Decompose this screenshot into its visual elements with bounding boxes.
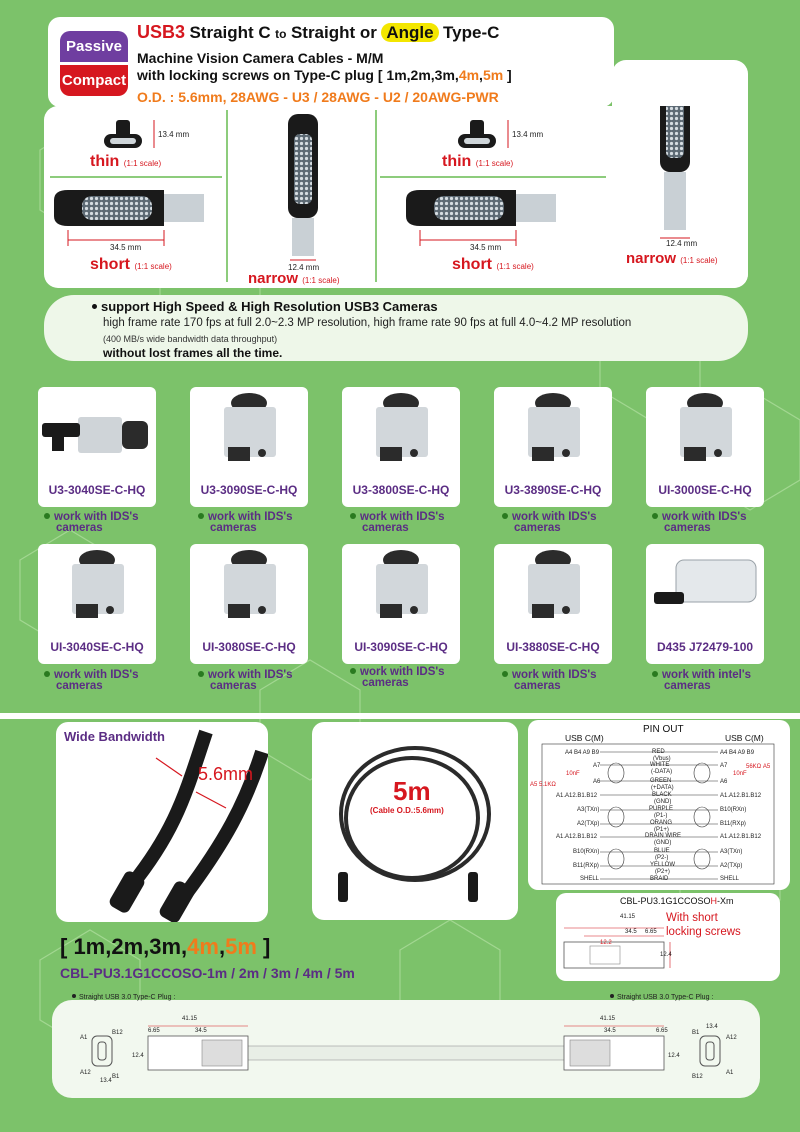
short-label [90, 256, 172, 274]
camera-card [646, 387, 764, 507]
page-title [137, 22, 499, 43]
drawing-dim: 41.15 [600, 1016, 616, 1022]
pin-left: A1.A12.B1.B12 [556, 834, 598, 840]
camera-image [38, 387, 156, 487]
camera-image [190, 387, 308, 487]
left-caption-text: Straight USB 3.0 Type-C Plug : [79, 994, 176, 1001]
bullet-icon [350, 668, 356, 674]
features-line2: (400 MB/s wide bandwidth data throughput) [103, 334, 278, 344]
pin-label: A12 [726, 1035, 737, 1041]
cable-drawing [52, 1000, 760, 1098]
cable-length-note: (Cable O.D.:5.6mm) [370, 806, 444, 815]
camera-card [38, 544, 156, 664]
title-part1: Straight C [189, 23, 271, 42]
pin-sub: (GND) [654, 840, 672, 846]
pin-right: A7 [720, 763, 728, 769]
pin-wire: PURPLE [649, 806, 674, 812]
pin-left: A1.A12.B1.B12 [556, 793, 598, 799]
camera-note [502, 512, 597, 534]
camera-image [190, 544, 308, 644]
note-line1: work with IDS's [54, 669, 139, 681]
wide-bandwidth-title: Wide Bandwidth [64, 729, 165, 744]
pin-label: B1 [692, 1030, 700, 1036]
subtitle-2 [137, 67, 512, 83]
cable-closeup-image [56, 722, 268, 922]
note-line1: work with IDS's [54, 511, 139, 523]
lengths-suffix: ] [256, 934, 271, 959]
camera-model: UI-3090SE-C-HQ [354, 640, 448, 654]
bullet-icon [198, 671, 204, 677]
short-screws-note1: With short [666, 912, 718, 924]
bullet-icon [502, 513, 508, 519]
camera-note [652, 670, 751, 692]
pin-left: A7 [593, 763, 601, 769]
note-line2: cameras [664, 522, 711, 534]
subtitle-2-4m: 4m [458, 67, 480, 83]
pinout-title: PIN OUT [643, 724, 684, 735]
pin-sub: (Vbus) [653, 756, 671, 762]
bullet-icon [44, 671, 50, 677]
thin-label [442, 153, 513, 171]
pin-wire: BLUE [654, 848, 670, 854]
scale-note: (1:1 scale) [123, 159, 162, 168]
subtitle-2-prefix: with locking screws on Type-C plug [ 1m,2m,3m, [137, 67, 459, 83]
pin-label: A1 [726, 1070, 734, 1076]
note-line1: work with intel's [662, 669, 751, 681]
narrow-dim: 12.4 mm [288, 263, 320, 272]
drawing-dim: 13.4 [706, 1024, 718, 1030]
camera-note [502, 670, 597, 692]
thin-label [90, 153, 161, 171]
part-suffix: -Xm [717, 896, 734, 906]
scale-note: (1:1 scale) [680, 256, 718, 265]
scale-note: (1:1 scale) [302, 276, 340, 285]
drawing-dim: 6.65 [148, 1028, 160, 1034]
drawing-dim: 41.15 [182, 1016, 198, 1022]
thin-plug-icon [458, 120, 508, 148]
title-usb3: USB3 [137, 22, 186, 42]
camera-model: UI-3880SE-C-HQ [506, 640, 600, 654]
compact-badge: Compact [60, 65, 128, 96]
features-headline-text: support High Speed & High Resolution USB3 Cameras [101, 299, 438, 314]
bullet-icon [502, 671, 508, 677]
pin-wire: BLACK [652, 792, 672, 798]
note-line2: cameras [56, 680, 103, 692]
camera-card [494, 544, 612, 664]
note-line1: work with IDS's [360, 511, 445, 523]
camera-note [652, 512, 747, 534]
camera-model: U3-3090SE-C-HQ [200, 483, 298, 497]
title-to: to [275, 27, 287, 41]
note-line1: work with IDS's [512, 669, 597, 681]
pin-left: SHELL [580, 876, 600, 882]
bullet-icon [610, 994, 614, 998]
note-line2: cameras [56, 522, 103, 534]
camera-card [190, 387, 308, 507]
note-line1: work with IDS's [208, 511, 293, 523]
short-label-text: short [452, 256, 492, 273]
bullet-icon [44, 513, 50, 519]
pin-label: B12 [692, 1074, 703, 1080]
pin-sub: (+DATA) [651, 785, 674, 791]
narrow-plug-icon [288, 114, 318, 260]
bullet-icon [198, 513, 204, 519]
thin-dim: 13.4 mm [512, 130, 544, 139]
subtitle-2-comma: , [479, 67, 483, 83]
cable-coil-image [312, 722, 518, 920]
camera-model: U3-3040SE-C-HQ [48, 483, 146, 497]
lengths-4m: 4m [187, 934, 219, 959]
subtitle-2-5m: 5m [482, 67, 504, 83]
drawing-dim: 13.4 [100, 1078, 112, 1084]
title-part3: Type-C [443, 23, 500, 42]
camera-card [494, 387, 612, 507]
note-line2: cameras [362, 677, 409, 689]
cable-length-5m: 5m [393, 776, 431, 806]
note-line1: work with IDS's [360, 666, 445, 678]
camera-note [198, 670, 293, 692]
dim-124: 12.4 [660, 952, 672, 958]
features-headline [92, 299, 438, 314]
pin-wire: WHITE [650, 762, 670, 768]
pin-sub: (P1-) [654, 813, 668, 819]
camera-image [342, 387, 460, 487]
note-line2: cameras [514, 680, 561, 692]
pin-right: A1.A12.B1.B12 [720, 834, 762, 840]
note-line1: work with IDS's [208, 669, 293, 681]
pin-right: A4 B4 A9 B9 [720, 750, 755, 756]
scale-note: (1:1 scale) [134, 262, 172, 271]
camera-card [38, 387, 156, 507]
camera-model: UI-3000SE-C-HQ [658, 483, 752, 497]
od-line: O.D. : 5.6mm, 28AWG - U3 / 28AWG - U2 / 20AWG-PWR [137, 89, 499, 105]
bullet-icon [72, 994, 76, 998]
thin-dim: 13.4 mm [158, 130, 190, 139]
pin-label: B1 [112, 1074, 120, 1080]
short-screws-drawing [560, 920, 680, 980]
scale-note: (1:1 scale) [475, 159, 514, 168]
subtitle-1: Machine Vision Camera Cables - M/M [137, 50, 384, 66]
coil-panel [312, 722, 518, 920]
note-line1: work with IDS's [662, 511, 747, 523]
cap-right: 10nF [733, 771, 747, 777]
note-line1: work with IDS's [512, 511, 597, 523]
camera-note [350, 667, 445, 689]
camera-note [198, 512, 293, 534]
camera-image [494, 387, 612, 487]
pin-wire: RED [652, 749, 665, 755]
pin-left: A2(TXp) [577, 821, 600, 827]
drawing-dim: 12.4 [132, 1053, 144, 1059]
pinout-right-header: USB C(M) [725, 733, 764, 743]
pin-left: A4 B4 A9 B9 [565, 750, 600, 756]
camera-note [350, 512, 445, 534]
pin-sub: (P2-) [655, 855, 669, 861]
camera-note [44, 670, 139, 692]
thin-label-text: thin [442, 153, 472, 170]
narrow-plug-icon [660, 106, 690, 238]
right-caption-text: Straight USB 3.0 Type-C Plug : [617, 994, 714, 1001]
camera-card [342, 544, 460, 664]
wide-bandwidth-panel [56, 722, 268, 922]
camera-model: UI-3080SE-C-HQ [202, 640, 296, 654]
dim-345: 34.5 [625, 929, 637, 935]
cable-part-number: CBL-PU3.1G1CCOSO-1m / 2m / 3m / 4m / 5m [60, 965, 355, 981]
narrow-dim: 12.4 mm [666, 239, 698, 248]
subtitle-2-suffix: ] [503, 67, 512, 83]
pin-wire: DRAIN WIRE [645, 833, 681, 839]
pin-right: A1.A12.B1.B12 [720, 793, 762, 799]
pin-left: A3(TXn) [577, 807, 600, 813]
bullet-icon [350, 513, 356, 519]
short-dim: 34.5 mm [110, 243, 142, 252]
pin-wire: GREEN [650, 778, 672, 784]
lengths-prefix: [ 1m,2m,3m, [60, 934, 188, 959]
note-line2: cameras [514, 522, 561, 534]
camera-image [494, 544, 612, 644]
pin-sub: (-DATA) [651, 769, 673, 775]
cable-od: 5.6mm [198, 764, 254, 784]
narrow-label [626, 250, 718, 267]
lengths-5m: 5m [225, 934, 257, 959]
camera-model: U3-3890SE-C-HQ [504, 483, 602, 497]
pin-wire: BRAID [650, 876, 669, 882]
camera-image [38, 544, 156, 644]
short-screws-note2: locking screws [666, 926, 741, 938]
part-prefix: CBL-PU3.1G1CCOSO [620, 896, 711, 906]
title-part2: Straight or [290, 23, 377, 42]
note-line2: cameras [210, 680, 257, 692]
title-angle: Angle [381, 23, 438, 42]
part-h: H [710, 896, 718, 906]
short-plug-icon [54, 190, 204, 246]
scale-note: (1:1 scale) [496, 262, 534, 271]
note-line2: cameras [664, 680, 711, 692]
drawing-dim: 34.5 [195, 1028, 207, 1034]
camera-card [190, 544, 308, 664]
pin-left: B11(RXp) [573, 863, 599, 869]
dim-122: 12.2 [600, 940, 612, 946]
short-label-text: short [90, 256, 130, 273]
features-line3: without lost frames all the time. [103, 346, 283, 360]
short-label [452, 256, 534, 274]
thin-plug-icon [104, 120, 154, 148]
features-line1: high frame rate 170 fps at full 2.0~2.3 MP resolution, high frame rate 90 fps at full 4.0~4.2 MP resolution [103, 317, 632, 329]
pin-left: B10(RXn) [573, 849, 600, 855]
drawing-dim: 6.65 [656, 1028, 668, 1034]
narrow-label-text: narrow [248, 270, 299, 287]
camera-note [44, 512, 139, 534]
narrow-label-text: narrow [626, 250, 677, 267]
short-dim: 34.5 mm [470, 243, 502, 252]
camera-card [342, 387, 460, 507]
pin-left: A6 [593, 779, 601, 785]
pin-label: A12 [80, 1070, 91, 1076]
short-plug-icon [406, 190, 556, 246]
thin-label-text: thin [90, 153, 120, 170]
pin-label: A1 [80, 1035, 88, 1041]
cable-lengths [60, 934, 270, 960]
dim-665: 6.65 [645, 929, 657, 935]
cap-left: 10nF [566, 771, 580, 777]
drawing-dim: 34.5 [604, 1028, 616, 1034]
dim-4115: 41.15 [620, 914, 636, 920]
pin-right: B11(RXp) [720, 821, 746, 827]
pin-wire: ORANG [650, 820, 673, 826]
pin-right: B10(RXn) [720, 807, 747, 813]
lengths-comma: , [218, 934, 226, 959]
pin-wire: YELLOW [650, 862, 676, 868]
camera-card [646, 544, 764, 664]
pinout-left-header: USB C(M) [565, 733, 604, 743]
pin-right: SHELL [720, 876, 740, 882]
pin-right: A6 [720, 779, 728, 785]
bullet-icon [652, 671, 658, 677]
bullet-icon [652, 513, 658, 519]
pin-sub: (GND) [654, 799, 672, 805]
camera-image [646, 387, 764, 487]
pin-sub: (P2+) [655, 869, 670, 875]
note-line2: cameras [362, 522, 409, 534]
pin-right: A3(TXn) [720, 849, 743, 855]
narrow-label [248, 270, 340, 287]
camera-model: D435 J72479-100 [656, 640, 754, 654]
pin-label: B12 [112, 1030, 123, 1036]
passive-badge: Passive [60, 31, 128, 62]
short-screws-part [620, 896, 734, 906]
pin-right: A2(TXp) [720, 863, 743, 869]
camera-image [342, 544, 460, 644]
drawing-dim: 12.4 [668, 1053, 680, 1059]
bullet-icon [92, 304, 97, 309]
pin-sub: (P1+) [654, 827, 669, 833]
note-line2: cameras [210, 522, 257, 534]
resistor-right: 56KΩ A5 [746, 764, 771, 770]
camera-image [646, 544, 764, 644]
camera-model: U3-3800SE-C-HQ [352, 483, 450, 497]
resistor-left: A5 5.1KΩ [530, 782, 556, 788]
camera-model: UI-3040SE-C-HQ [50, 640, 144, 654]
